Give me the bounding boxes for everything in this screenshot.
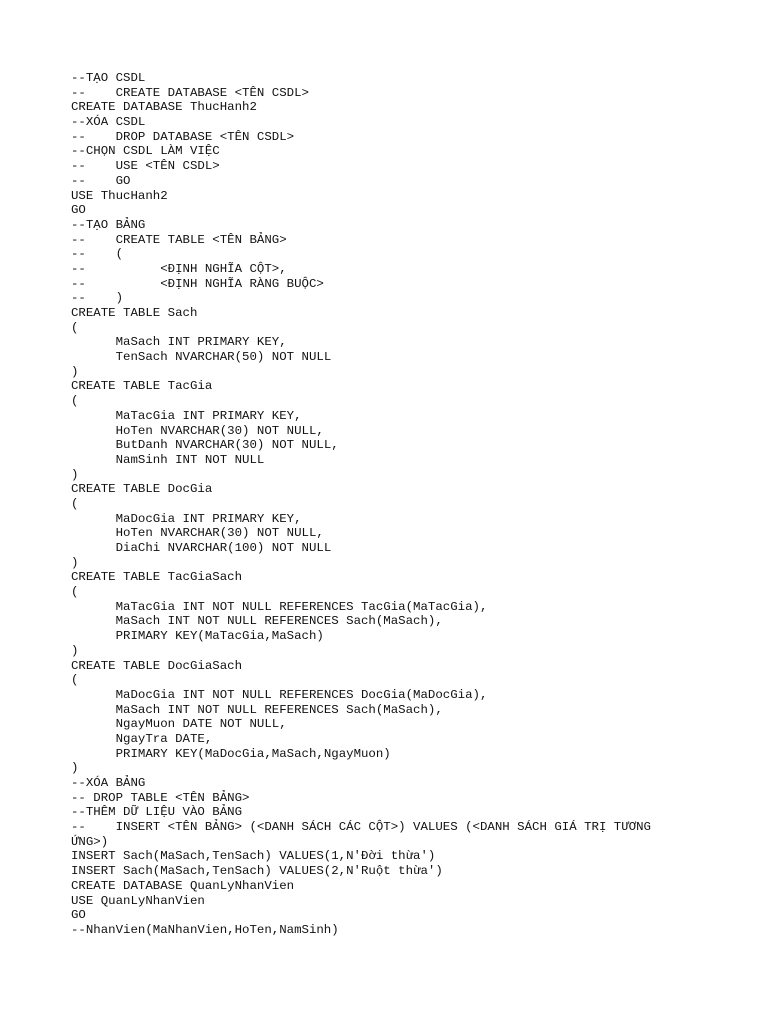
code-line: ( [71,320,79,335]
code-line: ) [71,555,79,570]
code-line: MaSach INT PRIMARY KEY, [71,335,287,350]
code-line: ( [71,394,79,409]
code-line: -- <ĐỊNH NGHĨA CỘT>, [71,261,287,276]
code-line: PRIMARY KEY(MaTacGia,MaSach) [71,629,324,644]
code-line: MaTacGia INT PRIMARY KEY, [71,408,302,423]
code-line: MaSach INT NOT NULL REFERENCES Sach(MaSach), [71,702,443,717]
code-line: CREATE TABLE DocGia [71,482,213,497]
code-line: USE QuanLyNhanVien [71,893,205,908]
code-line: USE ThucHanh2 [71,188,168,203]
code-line: HoTen NVARCHAR(30) NOT NULL, [71,526,324,541]
sql-code-block [71,71,731,938]
code-line: CREATE DATABASE ThucHanh2 [71,100,257,115]
code-line: NamSinh INT NOT NULL [71,452,265,467]
code-line: -- CREATE TABLE <TÊN BẢNG> [71,232,287,247]
code-line: -- USE <TÊN CSDL> [71,159,220,174]
code-line: --XÓA BẢNG [71,776,146,790]
code-line: --NhanVien(MaNhanVien,HoTen,NamSinh) [71,922,339,937]
code-line: CREATE TABLE TacGia [71,379,213,394]
code-line: --CHỌN CSDL LÀM VIỆC [71,144,220,159]
code-line: CREATE TABLE TacGiaSach [71,570,243,585]
code-line: PRIMARY KEY(MaDocGia,MaSach,NgayMuon) [71,746,391,761]
code-line: TenSach NVARCHAR(50) NOT NULL [71,350,332,365]
code-line: ( [71,496,79,511]
code-line: NgayMuon DATE NOT NULL, [71,717,287,732]
code-line: -- DROP TABLE <TÊN BẢNG> [71,790,250,805]
code-line: DiaChi NVARCHAR(100) NOT NULL [71,541,332,555]
code-line: MaSach INT NOT NULL REFERENCES Sach(MaSach), [71,614,443,629]
code-line: MaTacGia INT NOT NULL REFERENCES TacGia(MaTacGia), [71,599,488,614]
code-line: NgayTra DATE, [71,731,213,746]
code-line: ButDanh NVARCHAR(30) NOT NULL, [71,438,339,453]
code-line: ỨNG>) [71,834,109,849]
code-line: ( [71,673,79,688]
code-line: -- ) [71,291,124,306]
code-line: ) [71,364,79,379]
code-line: GO [71,908,86,923]
code-line: INSERT Sach(MaSach,TenSach) VALUES(2,N'Ruột thừa') [71,864,443,879]
code-line: ) [71,467,79,482]
code-line: --THÊM DỮ LIỆU VÀO BẢNG [71,805,243,820]
code-line: MaDocGia INT NOT NULL REFERENCES DocGia(MaDocGia), [71,687,488,702]
code-line: -- DROP DATABASE <TÊN CSDL> [71,129,295,144]
code-line: --XÓA CSDL [71,115,146,130]
code-line: ) [71,643,79,658]
code-line: ) [71,761,79,776]
code-line: -- ( [71,247,124,262]
code-line: CREATE DATABASE QuanLyNhanVien [71,878,295,893]
code-line: -- INSERT <TÊN BẢNG> (<DANH SÁCH CÁC CỘT>) VALUES (<DANH SÁCH GIÁ TRỊ TƯƠNG [71,820,651,835]
code-line: CREATE TABLE Sach [71,306,198,320]
code-line: --TẠO CSDL [71,71,146,85]
code-line: MaDocGia INT PRIMARY KEY, [71,511,302,526]
code-line: --TẠO BẢNG [71,217,146,232]
code-line: HoTen NVARCHAR(30) NOT NULL, [71,423,324,438]
code-line: -- GO [71,173,131,188]
code-line: -- <ĐỊNH NGHĨA RÀNG BUỘC> [71,276,324,291]
code-line: CREATE TABLE DocGiaSach [71,658,243,673]
code-line: INSERT Sach(MaSach,TenSach) VALUES(1,N'Đời thừa') [71,849,436,864]
code-line: -- CREATE DATABASE <TÊN CSDL> [71,85,309,100]
code-line: GO [71,203,86,218]
code-line: ( [71,585,79,600]
